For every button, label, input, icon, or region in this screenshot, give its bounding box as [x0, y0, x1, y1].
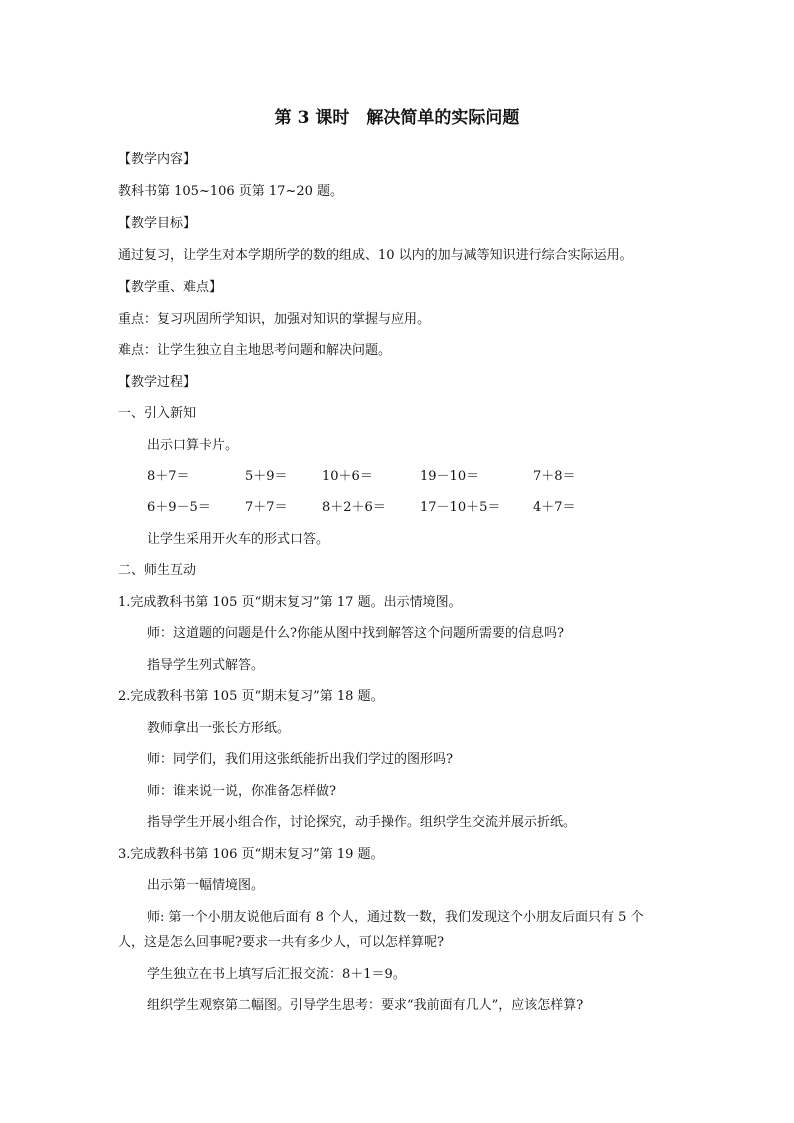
item1-text: 1.完成教科书第 105 页“期末复习”第 17 题。出示情境图。: [118, 595, 462, 610]
math-expression: 8＋2＋6＝: [322, 500, 386, 515]
math-expression: 19－10＝: [420, 469, 480, 484]
page-title: 第 3 课时 解决简单的实际问题: [274, 108, 520, 128]
part1-note: 让学生采用开火车的形式口答。: [147, 532, 330, 547]
teaching-goal-text: 通过复习，让学生对本学期所学的数的组成、10 以内的加与减等知识进行综合实际运用。: [118, 248, 633, 263]
item1-guide: 指导学生列式解答。: [147, 658, 265, 673]
item2-text: 2.完成教科书第 105 页“期末复习”第 18 题。: [118, 689, 384, 704]
mental-math-row-1: [147, 467, 707, 487]
item3-step-b-line1: 师: 第一个小朋友说他后面有 8 个人，通过数一数，我们发现这个小朋友后面只有 5 个: [147, 910, 644, 925]
math-expression: 10＋6＝: [322, 469, 373, 484]
item2-step-d: 指导学生开展小组合作，讨论探究，动手操作。组织学生交流并展示折纸。: [147, 815, 577, 830]
item1-question: 师：这道题的问题是什么?你能从图中找到解答这个问题所需要的信息吗?: [147, 626, 564, 641]
teaching-goal-heading: 【教学目标】: [118, 216, 197, 231]
teaching-process-heading: 【教学过程】: [118, 375, 197, 390]
item3-step-a: 出示第一幅情境图。: [147, 878, 265, 893]
math-expression: 4＋7＝: [533, 500, 576, 515]
math-expression: 7＋8＝: [533, 469, 576, 484]
math-expression: 17－10＋5＝: [420, 500, 501, 515]
math-expression: 7＋7＝: [245, 500, 288, 515]
item2-step-c: 师：谁来说一说，你准备怎样做?: [147, 784, 336, 799]
item2-step-a: 教师拿出一张长方形纸。: [147, 721, 291, 736]
difficult-point-text: 难点：让学生独立自主地思考问题和解决问题。: [118, 343, 392, 358]
mental-math-row-2: [147, 498, 707, 518]
math-expression: 8＋7＝: [147, 469, 190, 484]
math-expression: 6＋9－5＝: [147, 500, 211, 515]
part1-intro: 出示口算卡片。: [147, 438, 239, 453]
part2-heading: 二、师生互动: [118, 563, 197, 578]
item3-step-b-line2: 人，这是怎么回事呢?要求一共有多少人，可以怎样算呢?: [118, 935, 444, 950]
key-difficult-heading: 【教学重、难点】: [118, 280, 223, 295]
key-point-text: 重点：复习巩固所学知识，加强对知识的掌握与应用。: [118, 312, 431, 327]
item3-text: 3.完成教科书第 106 页“期末复习”第 19 题。: [118, 847, 384, 862]
math-expression: 5＋9＝: [245, 469, 288, 484]
item3-step-c: 学生独立在书上填写后汇报交流：8＋1＝9。: [147, 967, 406, 982]
teaching-content-text: 教科书第 105~106 页第 17~20 题。: [118, 184, 344, 199]
item3-step-d: 组织学生观察第二幅图。引导学生思考：要求“我前面有几人”，应该怎样算?: [147, 998, 584, 1013]
item2-step-b: 师：同学们，我们用这张纸能折出我们学过的图形吗?: [147, 752, 453, 767]
part1-heading: 一、引入新知: [118, 406, 197, 421]
teaching-content-heading: 【教学内容】: [118, 152, 197, 167]
